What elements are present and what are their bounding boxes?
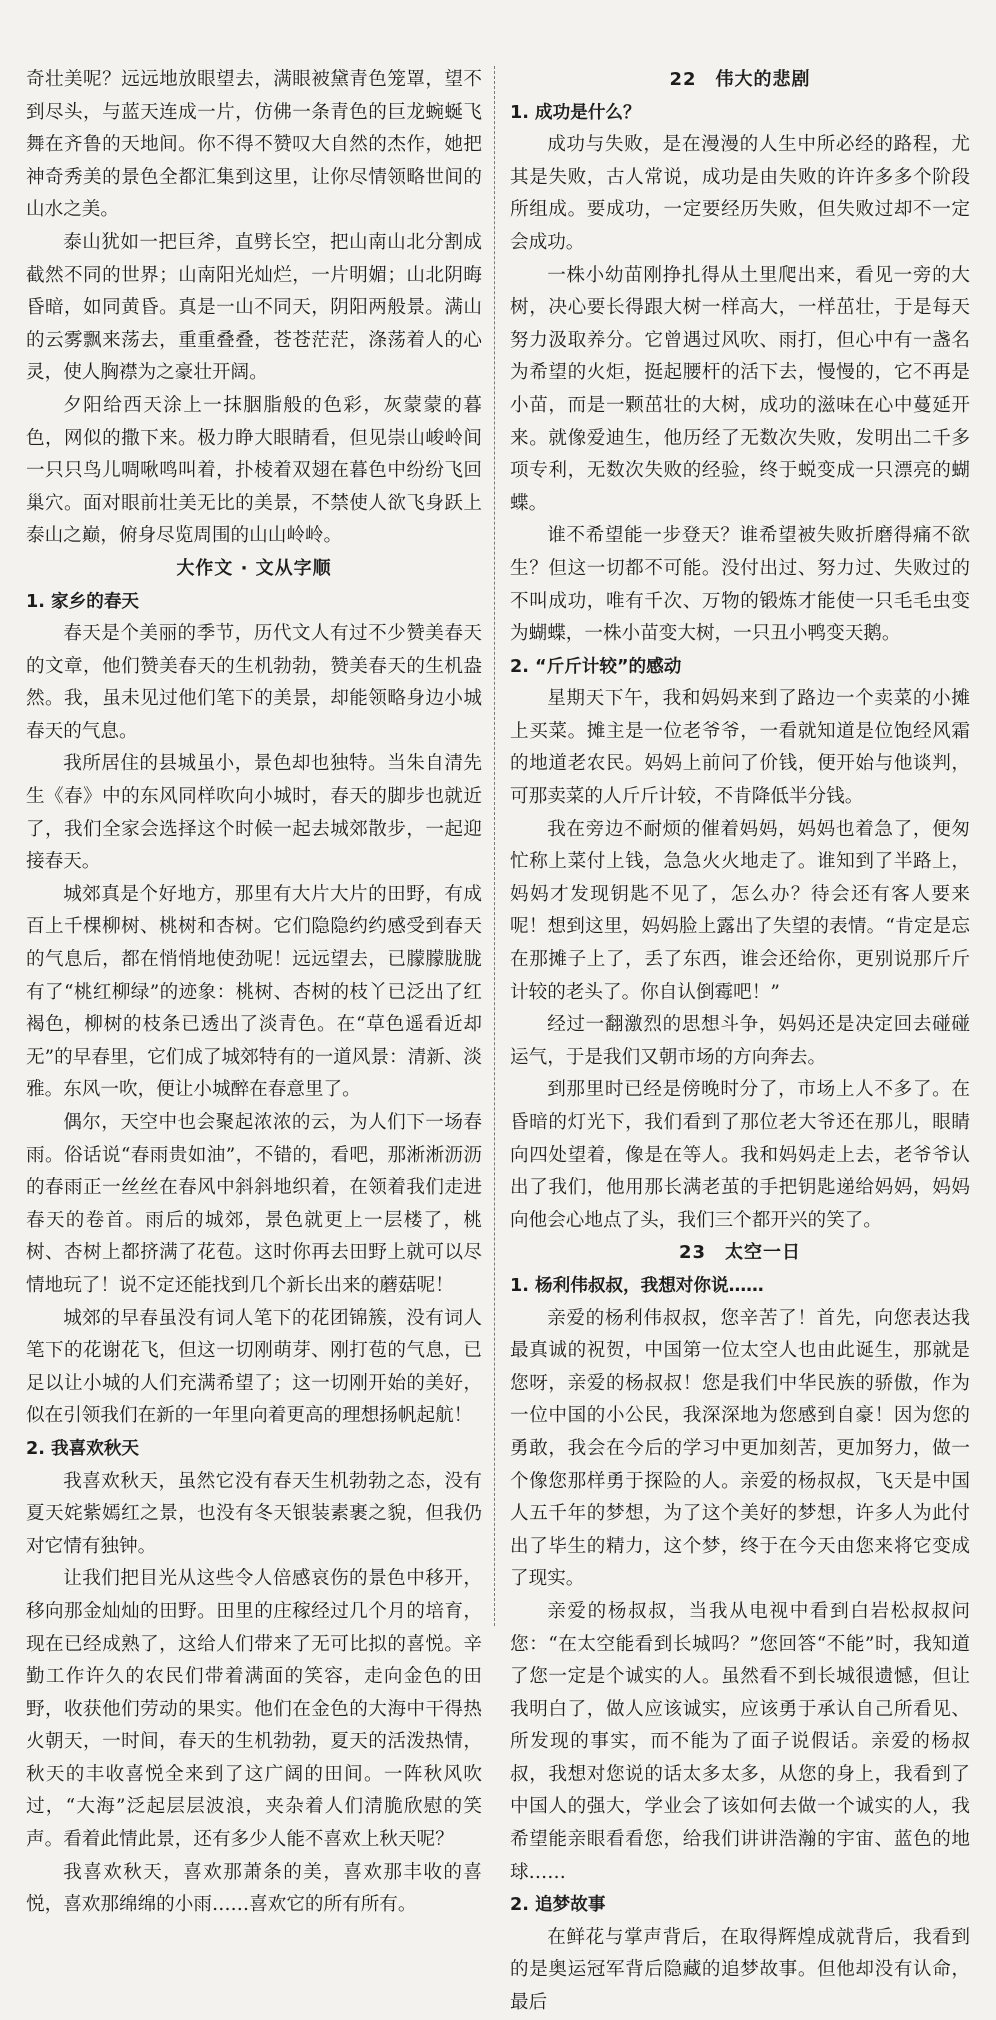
paragraph: 亲爱的杨利伟叔叔，您辛苦了！首先，向您表达我最真诚的祝贺，中国第一位太空人也由此诞生，那就是您呀，亲爱的杨叔叔！您是我们中华民族的骄傲，作为一位中国的小公民，我深深地为您感到自豪！因为您的勇敢，我会在今后的学习中更加刻苦，更加努力，做一个像您那样勇于探险的人。亲爱的杨叔叔，飞天是中国人五千年的梦想，为了这个美好的梦想，许多人为此付出了毕生的精力，这个梦，终于在今天由您来将它变成了现实。 xyxy=(510,1307,970,1590)
paragraph: 成功与失败，是在漫漫的人生中所必经的路程，尤其是失败，古人常说，成功是由失败的许许多多个阶段所组成。要成功，一定要经历失败，但失败过却不一定会成功。 xyxy=(510,134,970,253)
paragraph: 星期天下午，我和妈妈来到了路边一个卖菜的小摊上买菜。摊主是一位老爷爷，一看就知道是位饱经风霜的地道老农民。妈妈上前问了价钱，便开始与他谈判，可那卖菜的人斤斤计较，不肯降低半分钱。 xyxy=(510,688,970,808)
paragraph: 城郊真是个好地方，那里有大片大片的田野，有成百上千棵柳树、桃树和杏树。它们隐隐约约感受到春天的气息后，都在悄悄地使劲呢！远远望去，已朦朦胧胧有了“桃红柳绿”的迹象：桃树、杏树的枝丫已泛出了红褐色，柳树的枝条已透出了淡青色。在“草色遥看近却无”的早春里，它们成了城郊特有的一道风景：清新、淡雅。东风一吹，便让小城醉在春意里了。 xyxy=(26,883,482,1101)
paragraph: 让我们把目光从这些令人倍感哀伤的景色中移开，移向那金灿灿的田野。田里的庄稼经过几个月的培育，现在已经成熟了，这给人们带来了无可比拟的喜悦。辛勤工作许久的农民们带着满面的笑容，走向金色的田野，收获他们劳动的果实。他们在金色的大海中干得热火朝天，一时间，春天的生机勃勃，夏天的活泼热情，秋天的丰收喜悦全来到了这广阔的田间。一阵秋风吹过，“大海”泛起层层波浪，夹杂着人们清脆欣慰的笑声。看着此情此景，还有多少人能不喜欢上秋天呢？ xyxy=(26,1568,482,1851)
section-title: 大作文 · 文从字顺 xyxy=(176,557,332,579)
section-title: 22 伟大的悲剧 xyxy=(669,69,811,90)
paragraph: 谁不希望能一步登天？谁希望被失败折磨得痛不欲生？但这一切都不可能。没付出过、努力过、失败过的不叫成功，唯有千次、万物的锻炼才能使一只毛毛虫变为蝴蝶，一株小苗变大树，一只丑小鸭变天鹅。 xyxy=(510,525,970,645)
paragraph: 我喜欢秋天，虽然它没有春天生机勃勃之态，没有夏天姹紫嫣红之景，也没有冬天银装素裹之貌，但我仍对它情有独钟。 xyxy=(26,1470,482,1557)
column-divider xyxy=(494,66,495,1626)
paragraph: 在鲜花与掌声背后，在取得辉煌成就背后，我看到的是奥运冠军背后隐藏的追梦故事。但他却没有认命，最后 xyxy=(510,1926,970,2014)
paragraph: 偶尔，天空中也会聚起浓浓的云，为人们下一场春雨。俗话说“春雨贵如油”，不错的，看吧，那淅淅沥沥的春雨正一丝丝在春风中斜斜地织着，在领着我们走进春天的卷首。雨后的城郊，景色就更上一层楼了，桃树、杏树上都挤满了花苞。这时你再去田野上就可以尽情地玩了！说不定还能找到几个新长出来的蘑菇呢！ xyxy=(26,1112,482,1296)
item-heading: 2. 我喜欢秋天 xyxy=(26,1438,140,1459)
paragraph: 春天是个美丽的季节，历代文人有过不少赞美春天的文章，他们赞美春天的生机勃勃，赞美春天的生机盎然。我，虽未见过他们笔下的美景，却能领略身边小城春天的气息。 xyxy=(26,623,482,742)
paragraph: 我在旁边不耐烦的催着妈妈，妈妈也着急了，便匆忙称上菜付上钱，急急火火地走了。谁知到了半路上，妈妈才发现钥匙不见了，怎么办？待会还有客人要来呢！想到这里，妈妈脸上露出了失望的表情。“肯定是忘在那摊子上了，丢了东西，谁会还给你，更别说那斤斤计较的老头了。你自认倒霉吧！” xyxy=(510,818,970,1003)
paragraph: 到那里时已经是傍晚时分了，市场上人不多了。在昏暗的灯光下，我们看到了那位老大爷还在那儿，眼睛向四处望着，像是在等人。我和妈妈走上去，老爷爷认出了我们，他用那长满老茧的手把钥匙递给妈妈，妈妈向他会心地点了头，我们三个都开兴的笑了。 xyxy=(510,1079,970,1231)
item-heading: 2. 追梦故事 xyxy=(510,1895,606,1916)
left-column xyxy=(26,64,482,1922)
paragraph: 夕阳给西天涂上一抹胭脂般的色彩，灰蒙蒙的暮色，网似的撒下来。极力睁大眼睛看，但见崇山峻岭间一只只鸟儿啁啾鸣叫着，扑棱着双翅在暮色中纷纷飞回巢穴。面对眼前壮美无比的美景，不禁使人欲飞身跃上泰山之巅，俯身尽览周围的山山岭岭。 xyxy=(26,394,482,547)
item-heading: 1. 成功是什么？ xyxy=(510,102,641,123)
paragraph: 泰山犹如一把巨斧，直劈长空，把山南山北分割成截然不同的世界；山南阳光灿烂，一片明媚；山北阴晦昏暗，如同黄昏。真是一山不同天，阴阳两般景。满山的云雾飘来荡去，重重叠叠，苍苍茫茫，涤荡着人的心灵，使人胸襟为之豪壮开阔。 xyxy=(26,231,482,384)
paragraph: 奇壮美呢？远远地放眼望去，满眼被黛青色笼罩，望不到尽头，与蓝天连成一片，仿佛一条青色的巨龙蜿蜒飞舞在齐鲁的天地间。你不得不赞叹大自然的杰作，她把神奇秀美的景色全都汇集到这里，让你尽情领略世间的山水之美。 xyxy=(26,69,482,221)
item-heading: 1. 家乡的春天 xyxy=(26,591,140,612)
paragraph: 城郊的早春虽没有词人笔下的花团锦簇，没有词人笔下的花谢花飞，但这一切刚萌芽、刚打苞的气息，已足以让小城的人们充满希望了；这一切刚开始的美好，似在引领我们在新的一年里向着更高的理想扬帆起航！ xyxy=(26,1307,482,1427)
section-title: 23 太空一日 xyxy=(678,1242,802,1264)
paragraph: 我所居住的县城虽小，景色却也独特。当朱自清先生《春》中的东风同样吹向小城时，春天的脚步也就近了，我们全家会选择这个时候一起去城郊散步，一起迎接春天。 xyxy=(26,753,482,873)
paragraph: 亲爱的杨叔叔，当我从电视中看到白岩松叔叔问您：“在太空能看到长城吗？”您回答“不能”时，我知道了您一定是个诚实的人。虽然看不到长城很遗憾，但让我明白了，做人应该诚实，应该勇于承认自己所看见、所发现的事实，而不能为了面子说假话。亲爱的杨叔叔，我想对您说的话太多太多，从您的身上，我看到了中国人的强大，学业会了该如何去做一个诚实的人，我希望能亲眼看看您，给我们讲讲浩瀚的宇宙、蓝色的地球…… xyxy=(510,1600,970,1883)
paragraph: 经过一翻激烈的思想斗争，妈妈还是决定回去碰碰运气，于是我们又朝市场的方向奔去。 xyxy=(510,1014,970,1068)
right-column xyxy=(510,64,970,2020)
paragraph: 一株小幼苗刚挣扎得从土里爬出来，看见一旁的大树，决心要长得跟大树一样高大，一样茁壮，于是每天努力汲取养分。它曾遇过风吹、雨打，但心中有一盏名为希望的火炬，挺起腰杆的活下去，慢慢的，它不再是小苗，而是一颗茁壮的大树，成功的滋味在心中蔓延开来。就像爱迪生，他历经了无数次失败，发明出二千多项专利，无数次失败的经验，终于蜕变成一只漂亮的蝴蝶。 xyxy=(510,264,970,514)
paragraph: 我喜欢秋天，喜欢那萧条的美，喜欢那丰收的喜悦，喜欢那绵绵的小雨……喜欢它的所有所有。 xyxy=(26,1861,482,1916)
item-heading: 1. 杨利伟叔叔，我想对你说…… xyxy=(510,1275,764,1296)
item-heading: 2. “斤斤计较”的感动 xyxy=(510,656,682,677)
